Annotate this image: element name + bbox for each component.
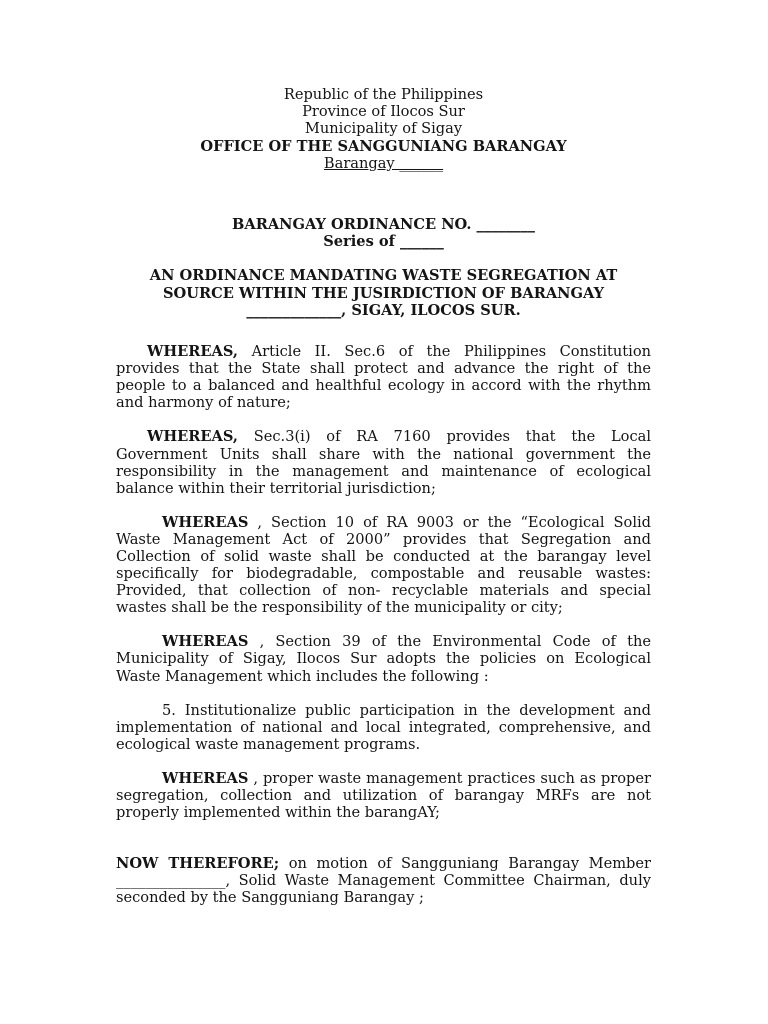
ordinance-title-line-2: SOURCE WITHIN THE JUSIRDICTION OF BARANGAY [162,284,604,302]
whereas-clauses [116,343,651,821]
clause-text: , proper waste management practices such as proper segregation, collection and utilization of barangay MRFs are not properly implemented within the barangAY; [116,769,651,822]
clause-lead: WHEREAS [162,769,249,787]
now-therefore-clause [116,855,651,906]
clause-text: Sec.3(i) of RA 7160 provides that the Local Government Units shall share with the national government the responsibility in the management and maintenance of ecological balance within their territorial jurisdiction; [116,428,651,497]
ordinance-title [116,267,651,319]
letterhead [116,86,651,172]
letterhead-office: OFFICE OF THE SANGGUNIANG BARANGAY [200,137,567,155]
clause-text: , Section 10 of RA 9003 or the “Ecological Solid Waste Management Act of 2000” provides that Segregation and Collection of solid waste shall be conducted at the barangay level specifically for biodegradable, compostable and reusable wastes: Provided, that collection of non- recyclable materials and special wastes shall be the responsibility of the municipality or city; [116,513,651,617]
ordinance-series: Series of ______ [323,233,444,251]
letterhead-province: Province of Ilocos Sur [302,103,465,121]
whereas-clause-3 [116,514,651,617]
whereas-clause-2 [116,428,651,496]
letterhead-municipality: Municipality of Sigay [304,120,463,138]
now-therefore-lead: NOW THEREFORE; [116,855,280,873]
clause-text: 5. Institutionalize public participation in the development and implementation of national and local integrated, comprehensive, and ecological waste management programs. [116,701,651,753]
letterhead-barangay-line [116,155,651,172]
whereas-clause-4 [116,633,651,684]
letterhead-barangay: Barangay ______ [323,154,444,172]
policy-item-5 [116,702,651,753]
ordinance-document [116,86,651,906]
clause-lead: WHEREAS, [147,343,238,361]
ordinance-title-line-3: _____________, SIGAY, ILOCOS SUR. [246,301,521,319]
letterhead-country: Republic of the Philippines [283,86,484,103]
clause-lead: WHEREAS [162,633,249,651]
clause-text: , Section 39 of the Environmental Code of the Municipality of Sigay, Ilocos Sur adopts the policies on Ecological Waste Management which includes the following : [116,633,651,685]
whereas-clause-5 [116,770,651,821]
clause-lead: WHEREAS [162,513,249,531]
whereas-clause-1 [116,343,651,411]
now-therefore-text: on motion of Sangguniang Barangay Member _______________, Solid Waste Management Committee Chairman, duly seconded by the Sangguniang Barangay ; [116,855,651,907]
clause-lead: WHEREAS, [147,428,238,446]
ordinance-number: BARANGAY ORDINANCE NO. ________ [232,216,535,234]
ordinance-title-line-1: AN ORDINANCE MANDATING WASTE SEGREGATION AT [149,267,618,285]
clause-text: Article II. Sec.6 of the Philippines Constitution provides that the State shall protect and advance the right of the people to a balanced and healthful ecology in accord with the rhythm and harmony of nature; [116,343,651,412]
ordinance-number-block [116,216,651,250]
